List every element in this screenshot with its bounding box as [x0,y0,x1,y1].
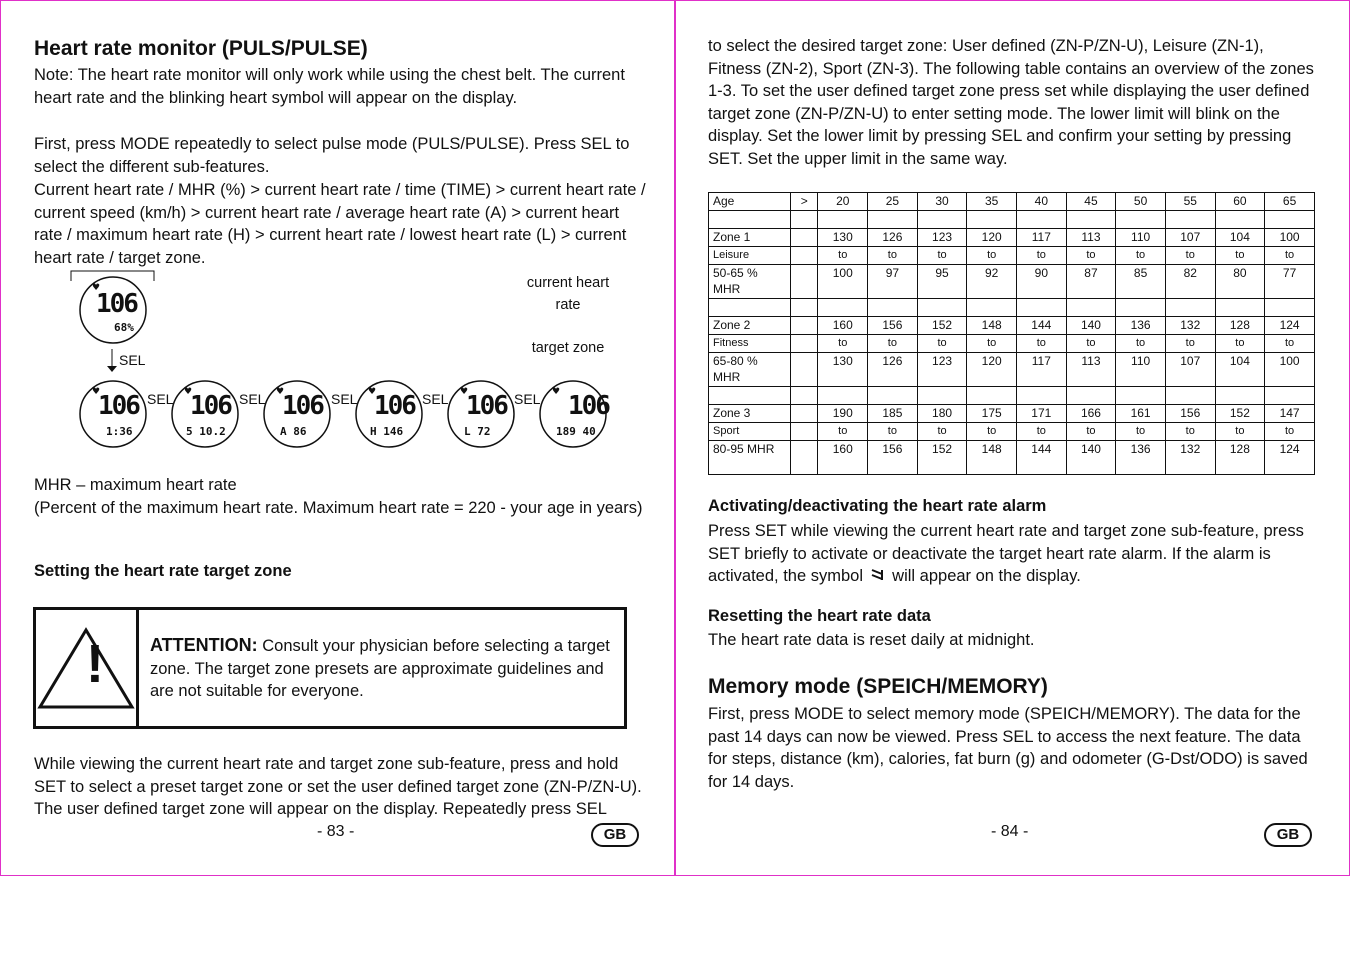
language-badge-right: GB [1264,823,1312,847]
watch-bottom-value: A 86 [280,425,307,438]
empty-cell [1116,211,1166,229]
value-cell: 113 [1066,229,1116,247]
zone-label-cell: Zone 3 [709,405,791,423]
value-cell: 123 [917,353,967,387]
to-cell: to [868,247,918,265]
exclamation-icon: ! [86,634,104,694]
heading-alarm: Activating/deactivating the heart rate alarm [708,497,1047,515]
target-zone-paragraph: While viewing the current heart rate and target zone sub-feature, press and hold SET to select a preset target zone or set the user defined target zone (ZN-P/ZN-U). The user defined target zone will appear on the display. Repeatedly press SEL [34,755,642,819]
empty-cell [1116,387,1166,405]
table-row [709,335,1315,353]
to-cell: to [1215,423,1265,441]
memory-paragraph: First, press MODE to select memory mode (SPEICH/MEMORY). The data for the past 14 days can now be viewed. Press SEL to access the next feature. The data for steps, distance (km), calories, fat burn (g) and odometer (G-Dst/ODO) is saved for 14 days. [708,705,1308,791]
age-cell: 40 [1017,193,1067,211]
alarm-symbol-icon [868,568,888,582]
table-row [709,405,1315,423]
table-row [709,265,1315,299]
empty-cell [1265,211,1315,229]
value-cell: 124 [1265,317,1315,335]
value-cell: 95 [917,265,967,299]
table-row-spacer [709,211,1315,229]
empty-cell [1265,387,1315,405]
value-cell: 160 [818,317,868,335]
watch-bottom-value: 1:36 [106,425,133,438]
watch-top-value: 106 [374,391,415,421]
watch-display-lowest [446,379,516,454]
value-cell: 156 [1165,405,1215,423]
empty-cell [709,299,791,317]
to-cell: to [917,247,967,265]
value-cell: 128 [1215,441,1265,475]
svg-text:♥: ♥ [184,387,193,397]
to-cell: to [1265,335,1315,353]
empty-cell [709,387,791,405]
svg-text:♥: ♥ [92,387,101,397]
value-cell: 144 [1017,317,1067,335]
para1-text-b: repeatedly to select pulse mode (PULS/PULSE). Press [169,135,581,153]
value-cell: 166 [1066,405,1116,423]
value-cell: 130 [818,353,868,387]
zone-label-cell: Zone 1 [709,229,791,247]
empty-cell [868,387,918,405]
svg-text:♥: ♥ [92,283,101,293]
value-cell: 148 [967,317,1017,335]
empty-cell [1066,387,1116,405]
to-cell: to [868,423,918,441]
watch-display-mhr [78,275,148,350]
age-cell: 55 [1165,193,1215,211]
value-cell: 152 [1215,405,1265,423]
value-cell: 117 [1017,353,1067,387]
table-row [709,247,1315,265]
sel-label: SEL [147,391,174,407]
to-cell: to [917,335,967,353]
value-cell: 180 [917,405,967,423]
table-row [709,353,1315,387]
to-cell: to [1265,247,1315,265]
para1-text-a: First, press [34,135,121,153]
value-cell: 136 [1116,441,1166,475]
empty-cell [791,317,818,335]
alarm-paragraph [708,520,1320,588]
watch-display-time [78,379,148,454]
empty-cell [1066,211,1116,229]
page-left [0,0,675,876]
empty-cell [1215,387,1265,405]
value-cell: 156 [868,317,918,335]
to-cell: to [1066,423,1116,441]
age-cell: 30 [917,193,967,211]
zone-label-cell: Leisure [709,247,791,265]
empty-cell [1165,299,1215,317]
subfeature-sequence: Current heart rate / MHR (%) > current heart rate / time (TIME) > current heart rate / current speed (km/h) > current heart rate / average heart rate (A) > current heart rate / maximum heart rate (H) > current heart rate / lowest heart rate (L) > current heart rate / target zone. [34,181,646,267]
watch-bottom-value: 5 10.2 [186,425,226,438]
sel-label: SEL [422,391,449,407]
empty-cell [791,247,818,265]
value-cell: 82 [1165,265,1215,299]
to-cell: to [1116,335,1166,353]
page-number-left: - 83 - [317,823,355,840]
watch-display-speed [170,379,240,454]
value-cell: 132 [1165,441,1215,475]
attention-box [33,607,627,729]
value-cell: 107 [1165,353,1215,387]
value-cell: 117 [1017,229,1067,247]
value-cell: 126 [868,353,918,387]
page-right [675,0,1350,876]
age-cell: 45 [1066,193,1116,211]
value-cell: 152 [917,441,967,475]
sel-label-vertical: SEL [119,352,146,368]
to-cell: to [818,423,868,441]
value-cell: 97 [868,265,918,299]
note-text: The heart rate monitor will only work while using the chest belt. The current heart rate and the blinking heart symbol will appear on the display. [34,66,625,107]
watch-diagram [1,269,676,459]
watch-bottom-value: L 72 [464,425,491,438]
watch-display-maximum [354,379,424,454]
value-cell: 161 [1116,405,1166,423]
heading-target-zone: Setting the heart rate target zone [34,562,292,580]
value-cell: 120 [967,353,1017,387]
svg-text:♥: ♥ [276,387,285,397]
empty-cell [791,441,818,475]
empty-cell [791,423,818,441]
value-cell: 100 [818,265,868,299]
to-cell: to [1215,335,1265,353]
to-cell: to [1017,335,1067,353]
empty-cell [791,335,818,353]
sel-label: SEL [331,391,358,407]
value-cell: 87 [1066,265,1116,299]
zone-label-cell: 50-65 % MHR [709,265,791,299]
zone-label-cell: Fitness [709,335,791,353]
table-row-age [709,193,1315,211]
alarm-text-b: will appear on the display. [887,567,1081,586]
value-cell: 148 [967,441,1017,475]
para1-text-c: to select the different sub-features. [34,135,630,176]
to-cell: to [967,247,1017,265]
value-cell: 100 [1265,353,1315,387]
value-cell: 140 [1066,317,1116,335]
mode-key: MODE [120,135,170,153]
to-cell: to [1066,335,1116,353]
age-cell: 50 [1116,193,1166,211]
empty-cell [791,229,818,247]
alarm-text-a: Press SET while viewing the current heart rate and target zone sub-feature, press SET briefly to activate or deactivate the target heart rate alarm. If the alarm is activated, the symbol [708,522,1304,586]
label-current-heart-rate: current heart rate [526,275,610,313]
value-cell: 130 [818,229,868,247]
empty-cell [1215,299,1265,317]
to-cell: to [1116,423,1166,441]
zone-label-cell: 80-95 MHR [709,441,791,475]
to-cell: to [818,335,868,353]
empty-cell [1116,299,1166,317]
value-cell: 152 [917,317,967,335]
value-cell: 80 [1215,265,1265,299]
to-cell: to [967,423,1017,441]
value-cell: 128 [1215,317,1265,335]
value-cell: 190 [818,405,868,423]
age-label-cell: Age [709,193,791,211]
empty-cell [1165,387,1215,405]
watch-top-value: 106 [466,391,507,421]
watch-bottom-value: H 146 [370,425,404,438]
zone-label-cell: 65-80 % MHR [709,353,791,387]
target-zone-table-body [709,193,1315,475]
empty-cell [967,387,1017,405]
watch-top-value: 106 [190,391,231,421]
sel-label: SEL [239,391,266,407]
value-cell: 77 [1265,265,1315,299]
empty-cell [791,387,818,405]
value-cell: 107 [1165,229,1215,247]
value-cell: 136 [1116,317,1166,335]
empty-cell [791,353,818,387]
target-zone-table [708,192,1315,475]
value-cell: 126 [868,229,918,247]
to-cell: to [1215,247,1265,265]
empty-cell [868,299,918,317]
age-cell: 60 [1215,193,1265,211]
reset-paragraph: The heart rate data is reset daily at midnight. [708,631,1035,649]
age-cell: 25 [868,193,918,211]
attention-icon-cell [36,610,139,726]
empty-cell [1165,211,1215,229]
intro-paragraph: to select the desired target zone: User defined (ZN-P/ZN-U), Leisure (ZN-1), Fitness (ZN-2), Sport (ZN-3). The following table contains an overview of the zones 1-3. To set the user defined target zone press set while displaying the user defined target zone (ZN-P/ZN-U) to enter setting mode. The lower limit will blink on the display. Set the lower limit by pressing SEL and confirm your setting by pressing SET. Set the upper limit in the same way. [708,37,1314,168]
language-badge-left: GB [591,823,639,847]
watch-display-target-zone [538,379,608,454]
watch-top-value: 106 [98,391,139,421]
svg-text:♥: ♥ [552,387,561,397]
value-cell: 124 [1265,441,1315,475]
attention-text-block [139,610,624,726]
value-cell: 104 [1215,353,1265,387]
empty-cell [818,387,868,405]
value-cell: 171 [1017,405,1067,423]
value-cell: 185 [868,405,918,423]
mhr-description: (Percent of the maximum heart rate. Maximum heart rate = 220 - your age in years) [34,499,643,517]
value-cell: 104 [1215,229,1265,247]
empty-cell [1265,299,1315,317]
value-cell: 144 [1017,441,1067,475]
value-cell: 147 [1265,405,1315,423]
empty-cell [791,299,818,317]
to-cell: to [967,335,1017,353]
empty-cell [818,299,868,317]
value-cell: 140 [1066,441,1116,475]
age-cell: 35 [967,193,1017,211]
watch-top-value: 106 [282,391,323,421]
note-label: Note: [34,66,74,84]
value-cell: 92 [967,265,1017,299]
value-cell: 113 [1066,353,1116,387]
zone-label-cell: Zone 2 [709,317,791,335]
age-cell: 20 [818,193,868,211]
empty-cell [868,211,918,229]
empty-cell [709,211,791,229]
watch-display-average [262,379,332,454]
empty-cell [1017,211,1067,229]
empty-cell [791,211,818,229]
value-cell: 175 [967,405,1017,423]
empty-cell [1017,387,1067,405]
sel-label: SEL [514,391,541,407]
to-cell: to [868,335,918,353]
age-cell: 65 [1265,193,1315,211]
page-number-right: - 84 - [991,823,1029,840]
to-cell: to [1066,247,1116,265]
svg-text:♥: ♥ [368,387,377,397]
table-row [709,229,1315,247]
value-cell: 123 [917,229,967,247]
value-cell: 160 [818,441,868,475]
table-row [709,441,1315,475]
sel-key: SEL [580,135,612,153]
empty-cell [1017,299,1067,317]
heading-heart-rate-monitor: Heart rate monitor (PULS/PULSE) [34,37,368,60]
table-row-spacer [709,299,1315,317]
to-cell: to [917,423,967,441]
label-target-zone: target zone [531,340,605,356]
value-cell: 90 [1017,265,1067,299]
empty-cell [791,405,818,423]
attention-text: Consult your physician before selecting a target zone. The target zone presets are approximate guidelines and are not suitable for everyone. [150,637,610,701]
value-cell: 132 [1165,317,1215,335]
value-cell: 110 [1116,353,1166,387]
empty-cell [1066,299,1116,317]
watch-top-value: 106 [96,289,137,319]
pulse-mode-paragraph [34,133,649,178]
empty-cell [967,299,1017,317]
empty-cell [818,211,868,229]
empty-cell [917,387,967,405]
note-paragraph [34,64,644,109]
watch-top-value: 106 [568,391,609,421]
heading-memory-mode: Memory mode (SPEICH/MEMORY) [708,675,1048,698]
table-row [709,317,1315,335]
value-cell: 120 [967,229,1017,247]
to-cell: to [1165,423,1215,441]
age-sep-cell: > [791,193,818,211]
empty-cell [917,211,967,229]
value-cell: 110 [1116,229,1166,247]
value-cell: 156 [868,441,918,475]
to-cell: to [1265,423,1315,441]
to-cell: to [1165,247,1215,265]
empty-cell [917,299,967,317]
value-cell: 100 [1265,229,1315,247]
empty-cell [1215,211,1265,229]
table-row [709,423,1315,441]
value-cell: 85 [1116,265,1166,299]
watch-bottom-value: 68% [114,321,134,334]
watch-bottom-value: 189 40 [556,425,596,438]
mhr-title: MHR – maximum heart rate [34,476,237,494]
attention-label: ATTENTION: [150,635,258,655]
to-cell: to [1017,247,1067,265]
to-cell: to [818,247,868,265]
heading-reset: Resetting the heart rate data [708,607,931,625]
table-row-spacer [709,387,1315,405]
empty-cell [791,265,818,299]
svg-text:♥: ♥ [460,387,469,397]
zone-label-cell: Sport [709,423,791,441]
to-cell: to [1165,335,1215,353]
to-cell: to [1116,247,1166,265]
to-cell: to [1017,423,1067,441]
empty-cell [967,211,1017,229]
